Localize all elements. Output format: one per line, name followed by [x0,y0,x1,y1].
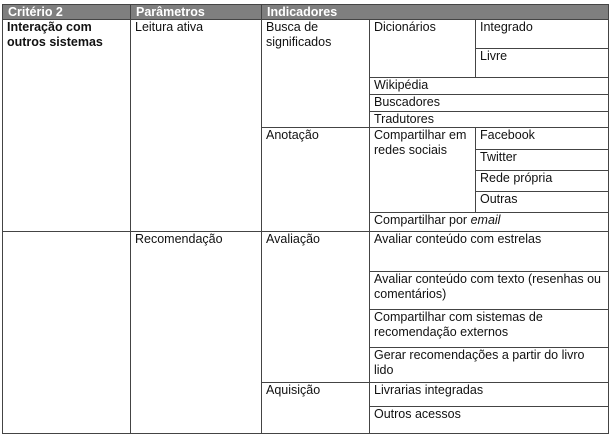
option-integrado: Integrado [476,20,609,49]
indicator-estrelas: Avaliar conteúdo com estrelas [370,232,609,272]
subparam-aquisicao: Aquisição [262,383,370,434]
email-word: email [470,213,501,227]
indicator-texto: Avaliar conteúdo com texto (resenhas ou comentários) [370,272,609,310]
option-rede-propria: Rede própria [476,171,609,192]
criteria-table [2,4,609,434]
indicator-gerar-recomendacoes: Gerar recomendações a partir do livro lido [370,348,609,383]
indicator-tradutores: Tradutores [370,112,609,128]
indicator-sistemas-externos: Compartilhar com sistemas de recomendação externos [370,310,609,348]
subparam-avaliacao: Avaliação [262,232,370,383]
subparam-anotacao: Anotação [262,128,370,232]
criterion-empty [3,232,131,434]
indicator-outros-acessos: Outros acessos [370,407,609,434]
email-prefix: Compartilhar por [374,213,468,227]
option-outras: Outras [476,192,609,213]
indicator-wikipedia: Wikipédia [370,78,609,95]
option-twitter: Twitter [476,150,609,171]
indicator-dicionarios: Dicionários [370,20,476,78]
indicator-buscadores: Buscadores [370,95,609,112]
header-criterio: Critério 2 [3,5,131,20]
subparam-busca-significados: Busca de significados [262,20,370,128]
indicator-compartilhar-redes: Compartilhar em redes sociais [370,128,476,213]
header-parametros: Parâmetros [131,5,262,20]
indicator-livrarias: Livrarias integradas [370,383,609,407]
option-facebook: Facebook [476,128,609,150]
header-indicadores: Indicadores [262,5,609,20]
table-row [3,232,609,272]
param-leitura-ativa: Leitura ativa [131,20,262,232]
criterion-name: Interação com outros sistemas [3,20,131,232]
header-row [3,5,609,20]
param-recomendacao: Recomendação [131,232,262,434]
table-row [3,20,609,49]
option-livre: Livre [476,49,609,78]
indicator-compartilhar-email [370,213,609,232]
